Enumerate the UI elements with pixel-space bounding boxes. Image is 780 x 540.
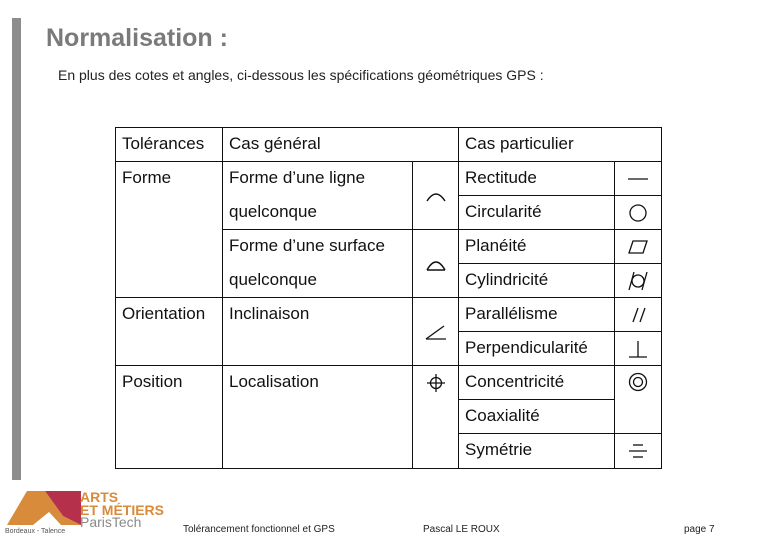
logo-text-et-metiers: ET MÉTIERS <box>80 502 165 518</box>
page-title: Normalisation : <box>46 24 228 52</box>
footer-author: Pascal LE ROUX <box>423 524 500 535</box>
particular-coaxiality-label: Coaxialité <box>459 400 615 434</box>
logo-text-paristech: ParisTech <box>80 514 142 530</box>
general-surface-form-label-cont: quelconque <box>223 264 413 298</box>
circularity-icon <box>615 196 662 230</box>
surface-profile-icon <box>413 230 459 298</box>
page-subtitle: En plus des cotes et angles, ci-dessous les spécifications géométriques GPS : <box>58 67 544 83</box>
symmetry-icon <box>615 434 662 469</box>
gps-specifications-table <box>115 127 662 469</box>
perpendicularity-icon <box>615 332 662 366</box>
header-tolerances: Tolérances <box>116 128 223 162</box>
concentricity-icon <box>615 366 662 434</box>
general-inclination-label: Inclinaison <box>223 298 413 366</box>
particular-straightness-label: Rectitude <box>459 162 615 196</box>
footer-page-number: page 7 <box>684 524 715 535</box>
particular-parallelism-label: Parallélisme <box>459 298 615 332</box>
table-row <box>116 162 662 196</box>
header-particular-case: Cas particulier <box>459 128 662 162</box>
particular-perpendicularity-label: Perpendicularité <box>459 332 615 366</box>
angularity-icon <box>413 298 459 366</box>
parallelism-icon <box>615 298 662 332</box>
particular-symmetry-label: Symétrie <box>459 434 615 469</box>
straightness-icon <box>615 162 662 196</box>
logo-text-arts: ARTS <box>80 489 119 505</box>
table-row <box>116 298 662 332</box>
general-surface-form-label: Forme d’une surface <box>223 230 413 264</box>
table-header-row <box>116 128 662 162</box>
particular-cylindricity-label: Cylindricité <box>459 264 615 298</box>
logo-campus-label: Bordeaux - Talence <box>5 528 66 535</box>
position-icon <box>413 366 459 469</box>
header-general-case: Cas général <box>223 128 459 162</box>
line-profile-icon <box>413 162 459 230</box>
general-line-form-label: Forme d’une ligne <box>223 162 413 196</box>
footer-course-title: Tolérancement fonctionnel et GPS <box>183 524 335 535</box>
cylindricity-icon <box>615 264 662 298</box>
particular-concentricity-label: Concentricité <box>459 366 615 400</box>
table-row <box>116 366 662 400</box>
slide-side-bar <box>12 18 21 480</box>
category-orientation: Orientation <box>116 298 223 366</box>
particular-flatness-label: Planéité <box>459 230 615 264</box>
category-position: Position <box>116 366 223 469</box>
flatness-icon <box>615 230 662 264</box>
general-location-label: Localisation <box>223 366 413 469</box>
category-forme: Forme <box>116 162 223 298</box>
particular-circularity-label: Circularité <box>459 196 615 230</box>
general-line-form-label-cont: quelconque <box>223 196 413 230</box>
